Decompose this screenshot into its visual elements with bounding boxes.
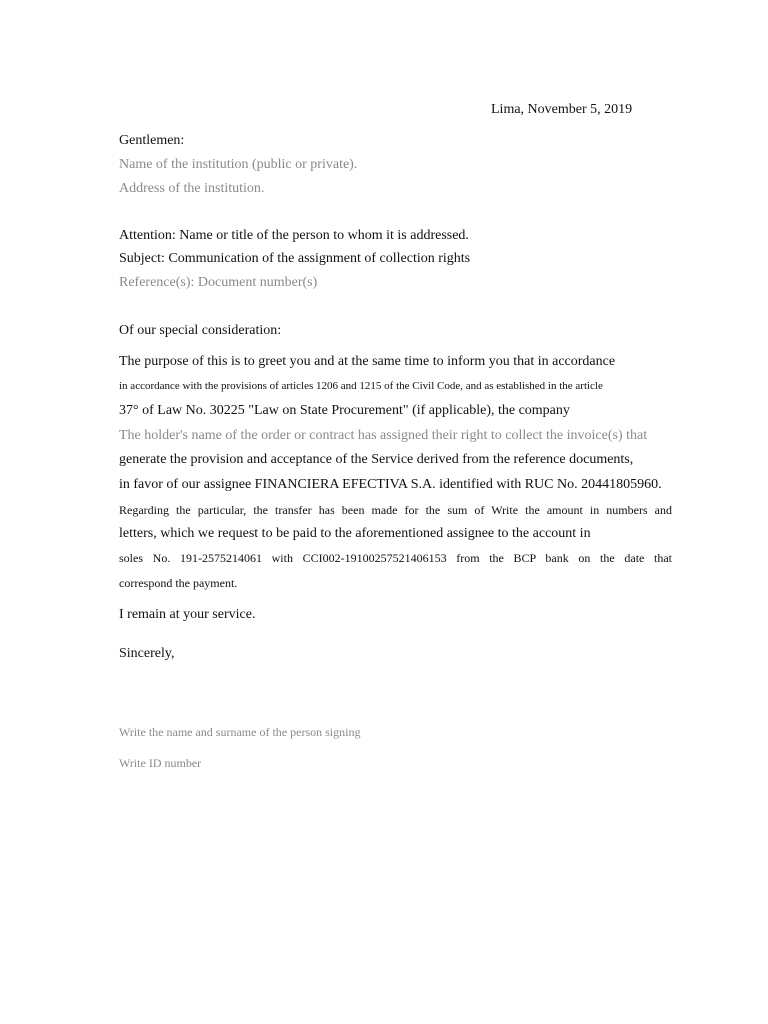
institution-name-placeholder: Name of the institution (public or private). (119, 157, 358, 172)
salutation: Gentlemen: (119, 133, 185, 148)
body-line-2: in accordance with the provisions of articles 1206 and 1215 of the Civil Code, and as established in the article (119, 380, 603, 392)
sincerely-line: Sincerely, (119, 646, 175, 661)
body-line-6: in favor of our assignee FINANCIERA EFECTIVA S.A. identified with RUC No. 20441805960. (119, 477, 662, 492)
subject-line: Subject: Communication of the assignment of collection rights (119, 251, 471, 266)
institution-address-placeholder: Address of the institution. (119, 181, 265, 196)
body-line-10: correspond the payment. (119, 576, 238, 590)
letter-date: Lima, November 5, 2019 (491, 102, 633, 117)
signer-id-placeholder: Write ID number (119, 756, 202, 770)
body-line-4-placeholder: The holder's name of the order or contract has assigned their right to collect the invoice(s) that (119, 428, 648, 443)
body-line-1: The purpose of this is to greet you and at the same time to inform you that in accordance (119, 354, 616, 369)
consideration-line: Of our special consideration: (119, 323, 282, 338)
references-line: Reference(s): Document number(s) (119, 275, 318, 290)
body-line-5: generate the provision and acceptance of the Service derived from the reference documents, (119, 452, 634, 467)
body-line-7: Regarding the particular, the transfer has been made for the sum of Write the amount in numbers and (119, 503, 672, 517)
body-line-3: 37° of Law No. 30225 "Law on State Procurement" (if applicable), the company (119, 403, 570, 418)
body-line-8: letters, which we request to be paid to the aforementioned assignee to the account in (119, 526, 591, 541)
body-line-9: soles No. 191-2575214061 with CCI002-19100257521406153 from the BCP bank on the date that (119, 551, 672, 565)
signer-name-placeholder: Write the name and surname of the person signing (119, 725, 361, 739)
attention-line: Attention: Name or title of the person to whom it is addressed. (119, 228, 469, 243)
closing-service-line: I remain at your service. (119, 607, 256, 622)
